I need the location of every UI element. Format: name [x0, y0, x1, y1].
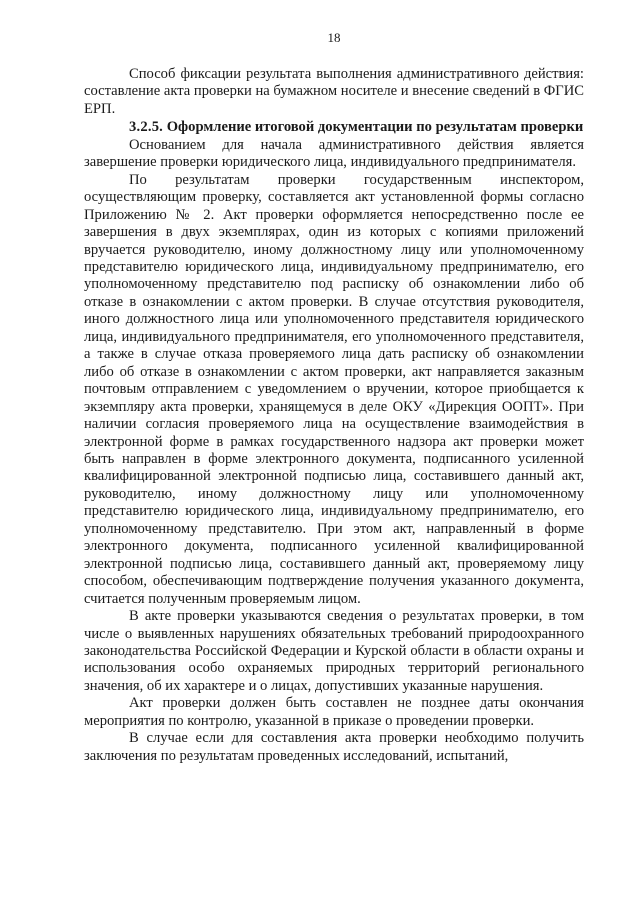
- paragraph-basis: Основанием для начала административного действия является завершение проверки юридического лица, индивидуального предпринимателя.: [84, 136, 584, 171]
- section-title: Оформление итоговой документации по результатам проверки: [166, 119, 584, 136]
- paragraph-expert-conclusions: В случае если для составления акта проверки необходимо получить заключения по результатам проведенных исследований, испытаний,: [84, 730, 584, 764]
- page-number: 18: [327, 30, 341, 45]
- paragraph-act-deadline: Акт проверки должен быть составлен не позднее даты окончания мероприятия по контролю, указанной в приказе о проведении проверки.: [84, 695, 584, 729]
- paragraph-fixation-method: Способ фиксации результата выполнения административного действия: составление акта проверки на бумажном носителе и внесение сведений в ФГИС ЕРП.: [84, 66, 584, 117]
- paragraph-inspection-act: По результатам проверки государственным инспектором, осуществляющим проверку, составляется акт установленной формы согласно Приложению № 2. Акт проверки оформляется непосредственно после ее завершения в двух экземплярах, один из которых с копиями приложений вручается руководителю, иному должностному лицу или уполномоченному представителю юридического лица, индивидуальному предпринимателю, его уполномоченному представителю под расписку об ознакомлении либо об отказе в ознакомлении с актом проверки. В случае отсутствия руководителя, иного должностного лица или уполномоченного представителя юридического лица, индивидуального предпринимателя, его уполномоченного представителя, а также в случае отказа проверяемого лица дать расписку об ознакомлении либо об отказе в ознакомлении с актом проверки, акт направляется заказным почтовым отправлением с уведомлением о вручении, которое приобщается к экземпляру акта проверки, хранящемуся в деле ОКУ «Дирекция ООПТ». При наличии согласия проверяемого лица на осуществление взаимодействия в электронной форме в рамках государственного надзора акт проверки может быть направлен в форме электронного документа, подписанного усиленной квалифицированной электронной подписью лица, составившего данный акт, руководителю, иному должностному лицу или уполномоченному представителю юридического лица, индивидуальному предпринимателю, его уполномоченному представителю. При этом акт, направленный в форме электронного документа, подписанного усиленной квалифицированной электронной подписью лица, составившего данный акт, проверяемому лицу способом, обеспечивающим подтверждение получения указанного документа, считается полученным проверяемым лицом.: [84, 171, 584, 607]
- section-heading: [84, 119, 584, 136]
- paragraph-act-contents: В акте проверки указываются сведения о результатах проверки, в том числе о выявленных нарушениях обязательных требований природоохранного законодательства Российской Федерации и Курской области в области охраны и использования особо охраняемых природных территорий регионального значения, об их характере и о лицах, допустивших указанные нарушения.: [84, 608, 584, 694]
- section-number: 3.2.5.: [129, 119, 164, 136]
